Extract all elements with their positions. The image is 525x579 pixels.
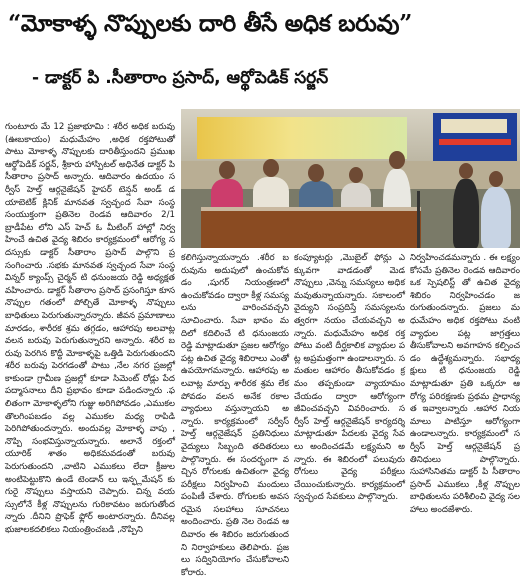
banner-stripe — [439, 139, 511, 145]
head-2 — [263, 159, 279, 177]
person-7 — [481, 187, 511, 248]
person-6 — [453, 179, 479, 248]
banner-logo — [441, 119, 507, 133]
article-column-1: గుంటూరు మే 12 ప్రజాభూమి : శరీర అధిక బరువు (ఊబకాయం) మధుమేహం ,అధిక రక్తపోటుతో పాటు మోకాళ్ళ నొప్పులకు దారితీస్తుందని ప్రముఖ ఆర్థోపెడిక్ సర్జన్, శ్రీకారు హాస్పిటల్ అధినేత డాక్టర్ పి సీతారాం ప్రసాద్ అన్నారు. ఆదివారం ఉదయం సర్వీస్ హెల్త్ ఆర్గనైజేషన్ హైపర్ టెన్షన్ అండ్ డయాబెటిక్ క్లినిక్ మానవత స్వచ్ఛంద సేవా సంస్థ సంయుక్తంగా ప్రతినెల రెండవ ఆదివారం 2/1 బ్రాడీపేట లోని ఎస్ హెచ్ ఓ మీటింగ్ హాల్లో నిర్వహించే ఉచిత వైద్య శిబిరం కార్యక్రమంలో ఆరోగ్య సదస్సుకు డాక్టర్ సీతారాం ప్రసాద్ పాల్గొని ప్రసంగించారు .సభకు మానవత స్వచ్ఛంద సేవా సంస్థ విన్నర్ క్యాంప్స్ చైర్మన్ టి ధనుంజయ రెడ్డి అధ్యక్షత వహించారు. డాక్టర్ సీతారాం ప్రసాద్ ప్రసంగిస్తూ కూసనొప్పుల గతంలో పోల్చితే మోకాళ్ళ నొప్పులు బాధితులు పెరుగుతున్నారన్నారు. జీవన ప్రమాణాలు మారడం, శారీరక శ్రమ తగ్గడం, ఆహారపు అలవాట్ల వలన బరువు పెరుగుతున్నారని అన్నారు. శరీర బరువు పెరగిన కొద్దీ మోకాళ్ళపై ఒత్తిడి పెరుగుతుందని శరీర బరువు పెరగడంతో పాటు ,నేల నగర ప్రజల్లో కాకుండా గ్రామీణ ప్రజల్లో కూడా సిమెంట్ రోడ్లు పేద పద్మాసనాలు దీని ప్రభావం కూడా పడిందన్నారు .ఫలితంగా మోకాళ్ళలోని గుజ్జు అరిగిపోవడం ,ఎముకల తొలగింపబడం వల్ల ఎముకల మధ్య రాపిడి పెరిగిపోతుందన్నారు. అందువల్ల మోకాళ్ళ వాపు ,నొప్పి సంభవిస్తున్నాయన్నారు. అలానే రక్తంలో యూరిక్ శాతం అధికమవడంతో బరువు పెరుగుతుందని ,వాటిని ఎముకలు లేదా క్రీజుల అంటిపెట్టుకొని ఉండే టెండాన్ లు ఇన్ఫ్లమేషన్ కు గురై నొప్పులు వస్తాయని చెప్పారు. చిన్న వయస్సులోనే కీళ్ల నొప్పులను గురికావటం జరుగుతోందన్నారు .దీనిని ప్రొఫెక్ ఫ్లోర్ అంటారన్నారు. దీనివల్ల భుజాలకదలికలు నియంత్రించబడి ,నొప్పిని — [5, 122, 175, 535]
head-6 — [459, 163, 473, 179]
head-1 — [219, 161, 235, 179]
head-4 — [349, 167, 363, 183]
head-7 — [489, 171, 503, 187]
article-column-4: నిర్వహించడమన్నారు . ఈ లక్ష్యం కోసమే ప్రతినెల రెండవ ఆదివారం ఒక స్పెషలిస్ట్ తో ఉచిత వైద్య శిబిరం నిర్వహించడం జరుగుతుందన్నారు. ప్రజలు మధుమేహం అధిక రక్తపోటు వంటి వ్యాధుల పట్ల జాగ్రత్తలు తీసుకోవాలని అవగాహన కల్పించడం ఉద్దేశ్యమన్నారు. సభాధ్యక్షులు టి ధనుంజయ రెడ్డి మాట్లాడుతూ ప్రతి ఒక్కరూ ఆరోగ్య పరిరక్షణకు ప్రథమ ప్రాధాన్యత ఇవ్వాలన్నారు .ఆహార నియమాలు పాటిస్తూ ఆరోగ్యంగా ఉండాలన్నారు. కార్యక్రమంలో సర్వీస్ హెల్త్ ఆర్గనైజేషన్ ప్రతినిధులు పాల్గొన్నారు. సుహాసినితమ డాక్టర్ పి సీతారాం ప్రసాద్ ఎముకలు ,కీళ్ల నొప్పుల బాధితులను పరిశీలించి వైద్య సలహాలు అందజేశారు. — [410, 253, 520, 515]
headline: “మోకాళ్ళ నొప్పులకు దారి తీసే అధిక బరువు” — [8, 10, 413, 37]
event-banner — [197, 117, 407, 159]
article-column-3: కంప్యూటర్లు ,మొబైల్ ఫోన్లు ఎక్కువగా వాడడంతో మెడ నొప్పులు ,వెన్ను సమస్యలు అధికమవుతున్నాయన్నారు. సకాలంలో వైద్యుని సంప్రదిస్తే సమస్యలను త్వరగా నయం చేయవచ్చని అన్నారు. మధుమేహం అధిక రక్తపోటు వంటి దీర్ఘకాలిక వ్యాధుల పట్ల అప్రమత్తంగా ఉండాలన్నారు. సమతుల ఆహారం తీసుకోవడం క్రమం తప్పకుండా వ్యాయామం చేయడం ద్వారా ఆరోగ్యంగా జీవించవచ్చని వివరించారు. సర్వీస్ హెల్త్ ఆర్గనైజేషన్ కార్యదర్శి మాట్లాడుతూ పేదలకు వైద్య సేవలు అందించడమే లక్ష్యమని అన్నారు. ఈ శిబిరంలో పలువురు రోగులు వైద్య పరీక్షలు చేయించుకున్నారు. కార్యక్రమంలో స్వచ్ఛంద సేవకులు పాల్గొన్నారు. — [294, 253, 405, 503]
byline: - డాక్టర్ పి .సీతారాం ప్రసాద్, ఆర్థోపెడిక్ సర్జన్ — [32, 68, 329, 88]
event-photo — [181, 109, 520, 248]
article-column-2: కలిగిస్తున్నాయన్నారు .శరీర బరువును అదుపులో ఉంచుకోవడం ,షుగర్ నియంత్రణలో ఉంచుకోవడం ద్వారా కీళ్ల సమస్యలను వారించవచ్చని సూచించారు. సేవా భావం మదిలో కదిలించే టి ధనుంజయ రెడ్డి మాట్లాడుతూ ప్రజల ఆరోగ్యం పట్ల ఉచిత వైద్య శిబిరాలు ఎంతో ఉపయోగమన్నారు. ఆహారపు అలవాట్ల మార్పు శారీరక శ్రమ లేకపోవడం వలన అనేక రకాల వ్యాధులు వస్తున్నాయని అన్నారు. కార్యక్రమంలో సర్వీస్ హెల్త్ ఆర్గనైజేషన్ ప్రతినిధులు వైద్యులు సిబ్బంది తదితరులు పాల్గొన్నారు. ఈ సందర్భంగా వచ్చిన రోగులకు ఉచితంగా వైద్య పరీక్షలు నిర్వహించి మందులు పంపిణీ చేశారు. రోగులకు అవసరమైన సలహాలు సూచనలు అందించారు. ప్రతి నెల రెండవ ఆదివారం ఈ శిబిరం జరుగుతుందని నిర్వాహకులు తెలిపారు. ప్రజలు సద్వినియోగం చేసుకోవాలని కోరారు. — [181, 253, 289, 578]
microphone-stand — [417, 191, 420, 248]
head-5 — [389, 151, 405, 169]
manavata-banner — [433, 113, 517, 165]
table — [201, 211, 421, 248]
head-3 — [308, 164, 324, 182]
